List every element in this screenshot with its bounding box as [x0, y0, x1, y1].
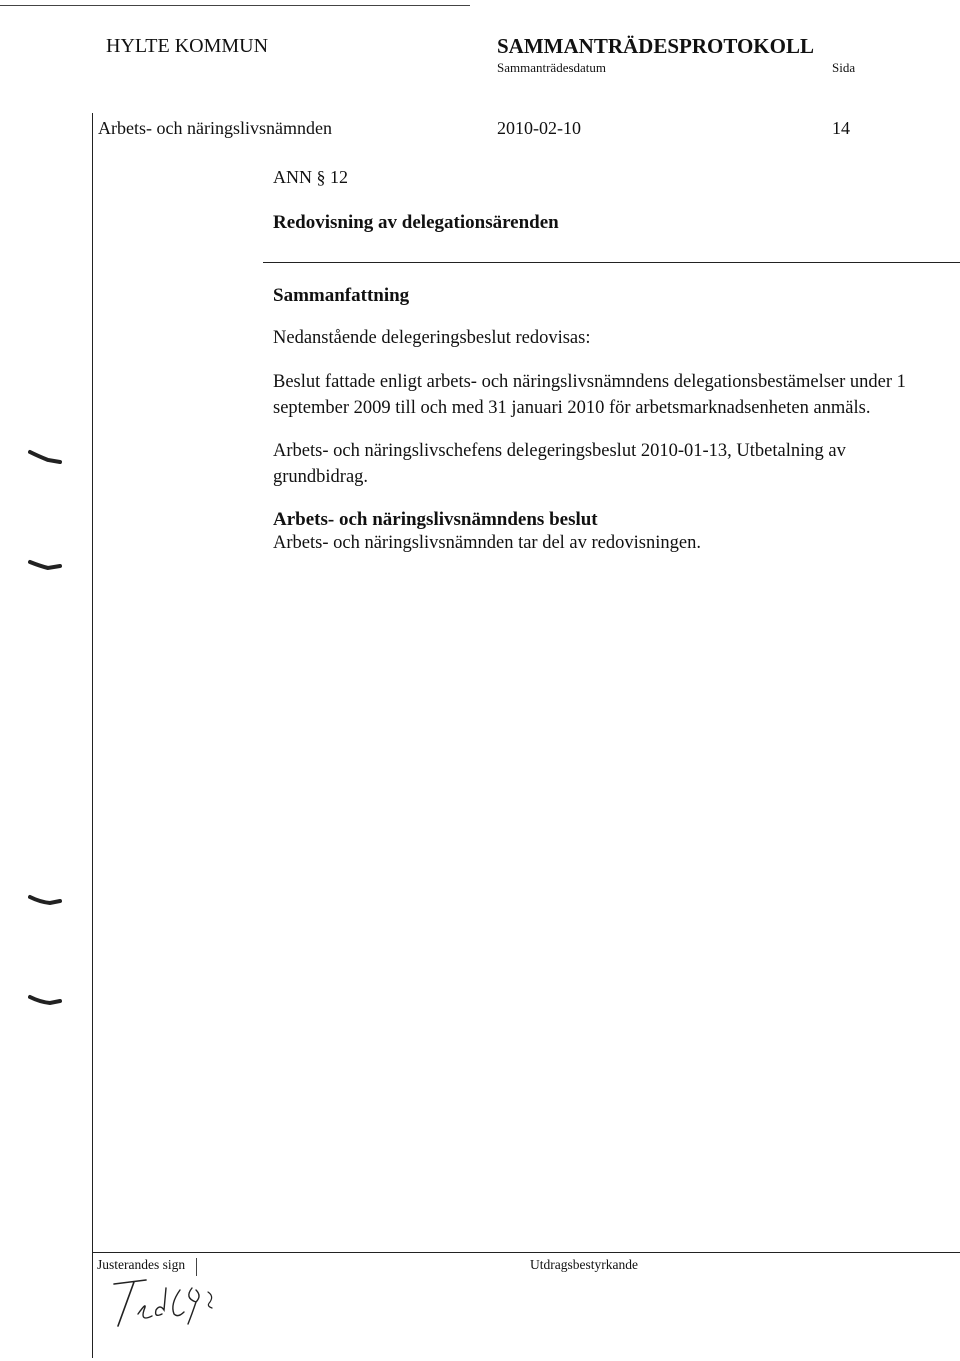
page-label: Sida — [832, 60, 856, 75]
margin-rule — [92, 113, 93, 1358]
document-type: SAMMANTRÄDESPROTOKOLL — [497, 34, 814, 58]
summary-paragraph-1: Beslut fattade enligt arbets- och näringslivsnämndens delegationsbestämelser under 1 september 2009 till och med 31 januari 2010 för arbetsmarknadsenheten anmäls. — [273, 372, 906, 418]
meeting-date: 2010-02-10 — [497, 118, 581, 138]
signature-initials-handwritten — [104, 1270, 224, 1332]
signature-label: Justerandes sign — [97, 1257, 186, 1272]
committee-name: Arbets- och näringslivsnämnden — [98, 118, 332, 138]
footer-divider — [92, 1252, 960, 1253]
item-title: Redovisning av delegationsärenden — [273, 212, 559, 233]
summary-paragraph-2: Arbets- och näringslivschefens delegeringsbeslut 2010-01-13, Utbetalning av grundbidrag. — [273, 441, 846, 487]
scan-edge-line — [0, 5, 470, 6]
meeting-date-label: Sammanträdesdatum — [497, 60, 607, 75]
margin-mark-1 — [28, 448, 66, 468]
paragraph-reference: ANN § 12 — [273, 167, 348, 187]
summary-intro: Nedanstående delegeringsbeslut redovisas: — [273, 328, 591, 348]
summary-heading: Sammanfattning — [273, 285, 410, 306]
margin-mark-2 — [28, 558, 66, 578]
margin-mark-3 — [28, 893, 66, 913]
decision-text: Arbets- och näringslivsnämnden tar del av redovisningen. — [273, 533, 701, 553]
page-number: 14 — [832, 118, 850, 138]
title-divider — [263, 262, 960, 263]
decision-heading: Arbets- och näringslivsnämndens beslut — [273, 509, 598, 530]
municipality-name: HYLTE KOMMUN — [106, 35, 269, 57]
margin-mark-4 — [28, 993, 66, 1013]
extract-label: Utdragsbestyrkande — [530, 1257, 638, 1272]
